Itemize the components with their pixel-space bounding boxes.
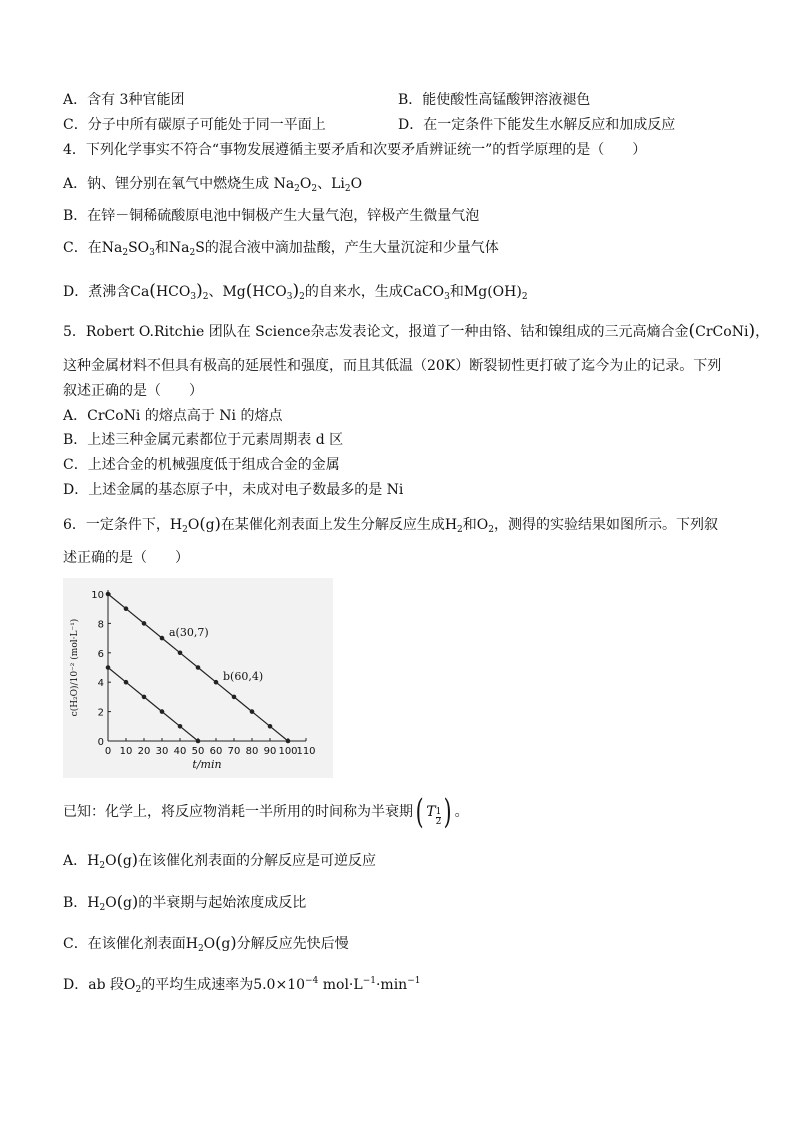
q4-option-c-post: 的混合液中滴加盐酸，产生大量沉淀和少量气体 — [204, 240, 499, 256]
data-point — [232, 695, 237, 700]
q6-option-d-unit-exp2: −1 — [407, 976, 421, 986]
q4-option-b: B．在锌－铜稀硫酸原电池中铜极产生大量气泡，锌极产生微量气泡 — [63, 208, 480, 224]
x-tick-label: 70 — [227, 746, 241, 757]
q4-option-d-and: 和 — [449, 284, 464, 300]
q6-option-b-pre: B． — [63, 895, 88, 911]
data-point — [178, 724, 183, 729]
q6-stem-line1: 6．一定条件下，$H_2O(g)$在某催化剂表面上发生分解反应生成$H_2$和$O_2$，测得的实验结果如图所示。下列叙 — [63, 514, 718, 535]
y-tick-label: 0 — [97, 737, 104, 748]
y-tick-label: 10 — [91, 590, 104, 601]
x-tick-label: 0 — [104, 746, 112, 757]
x-tick-label: 110 — [296, 746, 316, 757]
q6-note-text: 已知：化学上，将反应物消耗一半所用的时间称为半衰期 — [63, 804, 413, 820]
q5-alloy: CrCoNi — [695, 324, 749, 340]
half-life-symbol: T $\frac{1}{2}$ — [426, 804, 442, 827]
q5-stem-line3: 叙述正确的是（ ） — [63, 383, 203, 399]
q6-and: 和 — [462, 517, 477, 533]
data-point — [124, 606, 129, 611]
q5-stem-line2: 这种金属材料不但具有极高的延展性和强度，而且其低温（20K）断裂韧性更打破了迄今为止的记录。下列 — [63, 358, 722, 374]
q4-stem: 4．下列化学事实不符合“事物发展遵循主要矛盾和次要矛盾辨证统一”的哲学原理的是（ ） — [63, 142, 647, 158]
x-axis-label: t/min — [192, 758, 222, 771]
data-point — [124, 680, 129, 685]
q5-line1-text: 5．Robert O.Ritchie 团队在 Science杂志发表论文，报道了一种由铬、钴和镍组成的三元高熵合金 — [63, 324, 689, 340]
x-tick-label: 10 — [119, 746, 133, 757]
q4-option-d-sep: 、 — [208, 284, 223, 300]
q6-option-d-unit2: ·min — [375, 977, 408, 993]
data-point — [142, 695, 147, 700]
q6-option-a-pre: A． — [63, 853, 88, 869]
q3-option-d: D．在一定条件下能发生水解反应和加成反应 — [398, 117, 676, 133]
q4-option-c-and: 和 — [154, 240, 169, 256]
data-point — [214, 680, 219, 685]
q4-option-d-mid: 的自来水，生成 — [304, 284, 403, 300]
q6-option-d-unit: mol·L — [322, 977, 363, 993]
data-point — [196, 665, 201, 670]
q6-option-d-exp: −4 — [305, 976, 319, 986]
y-axis-label: c(H₂O)/10⁻² (mol·L⁻¹) — [70, 618, 80, 717]
q6-post: ，测得的实验结果如图所示。下列叙 — [494, 517, 718, 533]
x-tick-label: 50 — [191, 746, 205, 757]
q6-option-d-pre: D．ab 段 — [63, 977, 124, 993]
x-tick-label: 80 — [245, 746, 259, 757]
q6-option-d-mid: 的平均生成速率为 — [141, 977, 254, 993]
q6-option-c-post: 分解反应先快后慢 — [236, 936, 349, 952]
data-point — [268, 724, 273, 729]
q5-stem-line1: 5．Robert O.Ritchie 团队在 Science杂志发表论文，报道了一种由铬、钴和镍组成的三元高熵合金(CrCoNi)， — [63, 321, 770, 341]
q6-mid1: 在某催化剂表面上发生分解反应生成 — [220, 517, 445, 533]
point-annotation-1: b(60,4) — [223, 670, 264, 684]
q6-option-a-post: 在该催化剂表面的分解反应是可逆反应 — [138, 853, 377, 869]
point-annotation-0: a(30,7) — [169, 626, 209, 640]
q6-option-c-pre: C．在该催化剂表面 — [63, 936, 186, 952]
q4-option-d: D．煮沸含$Ca(HCO_3)_2$、$Mg(HCO_3)_2$的自来水，生成CaCO$_3$和$Mg(OH)_2$ — [63, 281, 528, 302]
q4-option-a: A．钠、锂分别在氧气中燃烧生成 $Na_2O_2$、$Li_2O$ — [63, 176, 363, 194]
x-tick-label: 20 — [137, 746, 151, 757]
x-tick-label: 40 — [173, 746, 187, 757]
x-tick-label: 30 — [155, 746, 169, 757]
q6-option-d-val: 5.0×10 — [253, 977, 306, 993]
x-tick-label: 100 — [278, 746, 298, 757]
q5-option-b: B．上述三种金属元素都位于元素周期表 d 区 — [63, 432, 344, 448]
q6-stem-line2: 述正确的是（ ） — [63, 550, 189, 566]
data-point — [178, 651, 183, 656]
q6-note-end: 。 — [454, 804, 469, 820]
q4-option-c-pre: C．在 — [63, 240, 102, 256]
q3-option-b: B．能使酸性高锰酸钾溶液褪色 — [398, 92, 591, 108]
y-tick-label: 8 — [97, 619, 104, 631]
q5-option-c: C．上述合金的机械强度低于组成合金的金属 — [63, 457, 340, 473]
data-point — [196, 739, 201, 744]
data-point — [106, 665, 111, 670]
x-tick-label: 90 — [263, 746, 277, 757]
q5-option-a: A．CrCoNi 的熔点高于 Ni 的熔点 — [63, 408, 283, 424]
q6-option-d: D．ab 段$O_2$的平均生成速率为$5.0\times 10^{-4}$ $mol\cdot L^{-1}\cdot\min^{-1}$ — [63, 976, 421, 995]
q6-pre: 6．一定条件下， — [63, 517, 170, 533]
y-tick-label: 2 — [97, 707, 104, 719]
q6-option-b: B．$H_2O(g)$的半衰期与起始浓度成反比 — [63, 892, 307, 913]
q4-option-c: C．在$Na_2SO_3$和$Na_2S$的混合液中滴加盐酸，产生大量沉淀和少量气体 — [63, 240, 499, 258]
q4-option-a-text: A．钠、锂分别在氧气中燃烧生成 — [63, 176, 270, 192]
data-point — [160, 709, 165, 714]
q6-note: 已知：化学上，将反应物消耗一半所用的时间称为半衰期( T $\frac{1}{2}$ ) 。 — [63, 792, 469, 832]
data-point — [286, 739, 291, 744]
data-point — [250, 709, 255, 714]
q5-option-d: D．上述金属的基态原子中，未成对电子数最多的是 Ni — [63, 482, 404, 498]
q3-option-a: A．含有 3种官能团 — [63, 92, 185, 108]
concentration-time-chart — [63, 578, 333, 778]
data-point — [106, 592, 111, 597]
data-point — [142, 621, 147, 626]
q6-option-b-post: 的半衰期与起始浓度成反比 — [138, 895, 307, 911]
q6-option-a: A．$H_2O(g)$在该催化剂表面的分解反应是可逆反应 — [63, 850, 377, 871]
y-tick-label: 4 — [97, 678, 104, 690]
data-point — [160, 636, 165, 641]
q6-option-d-unit-exp1: −1 — [362, 976, 376, 986]
q3-option-c: C．分子中所有碳原子可能处于同一平面上 — [63, 117, 326, 133]
y-tick-label: 6 — [97, 648, 104, 660]
q6-option-c: C．在该催化剂表面$H_2O(g)$分解反应先快后慢 — [63, 933, 349, 954]
q4-option-d-pre: D．煮沸含 — [63, 284, 131, 300]
x-tick-label: 60 — [209, 746, 223, 757]
